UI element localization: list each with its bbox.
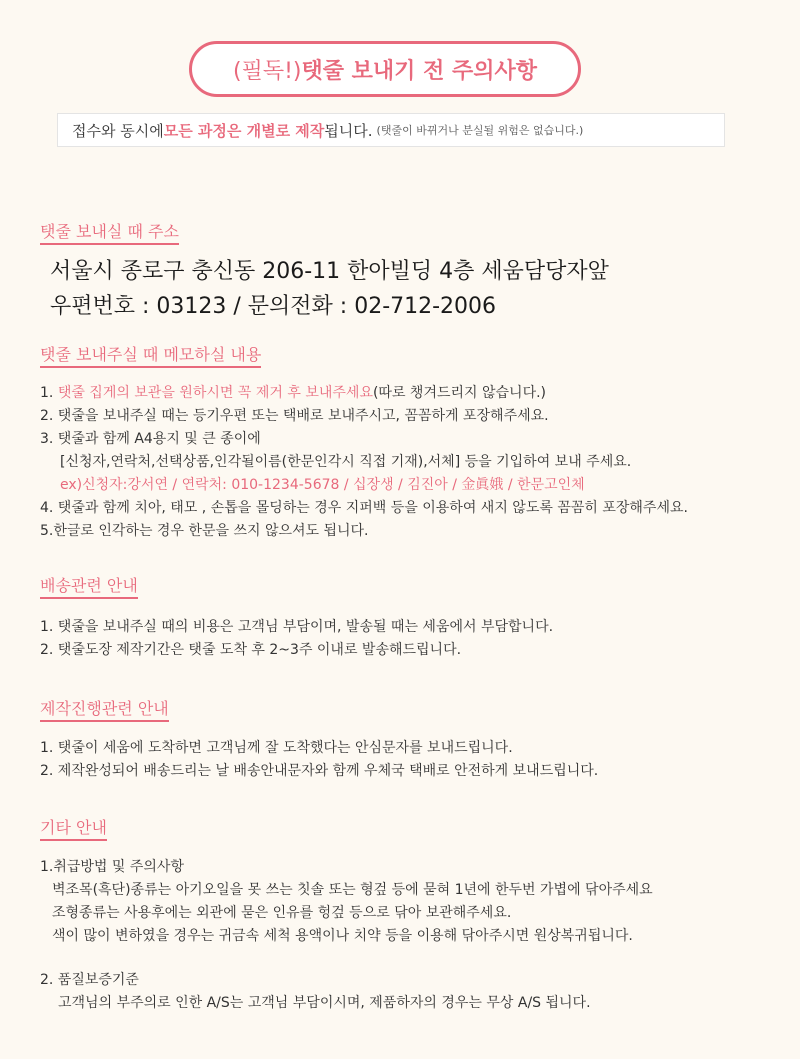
notice-small: (탯줄이 바뀌거나 분실될 위험은 없습니다.) <box>376 124 584 137</box>
shipping-item-1: 1. 탯줄을 보내주실 때의 비용은 고객님 부담이며, 발송될 때는 세움에서 부담합니다. <box>40 619 554 635</box>
title-prefix: (필독!) <box>233 58 302 84</box>
memo-item-5: 5.한글로 인각하는 경우 한문을 쓰지 않으셔도 됩니다. <box>40 523 369 539</box>
address-text: 서울시 종로구 충신동 206-11 한아빌딩 4층 세움담당자앞 <box>50 259 609 284</box>
notice-text-1: 접수와 동시에 <box>72 121 164 140</box>
etc-item-2: 2. 품질보증기준 <box>40 972 139 988</box>
section-title-shipping: 배송관련 안내 <box>40 576 138 599</box>
notice-highlight: 모든 과정은 개별로 제작 <box>163 121 325 140</box>
section-title-progress: 제작진행관련 안내 <box>40 699 169 722</box>
memo-item-1 <box>40 383 546 403</box>
etc-item-1-b: 조형종류는 사용후에는 외관에 묻은 인유를 헝겊 등으로 닦아 보관해주세요. <box>52 905 512 921</box>
memo-item-1-highlight: 탯줄 집게의 보관을 원하시면 꼭 제거 후 보내주세요 <box>57 385 373 401</box>
etc-item-2-a: 고객님의 부주의로 인한 A/S는 고객님 부담이시며, 제품하자의 경우는 무상 A/S 됩니다. <box>58 995 591 1011</box>
etc-item-1: 1.취급방법 및 주의사항 <box>40 859 184 875</box>
section-title-memo: 탯줄 보내주실 때 메모하실 내용 <box>40 345 261 368</box>
memo-item-3: 3. 탯줄과 함께 A4용지 및 큰 종이에 <box>40 431 261 447</box>
etc-item-1-c: 색이 많이 변하였을 경우는 귀금속 세척 용액이나 치약 등을 이용해 닦아주시면 원상복귀됩니다. <box>52 928 633 944</box>
memo-item-1-rest: (따로 챙겨드리지 않습니다.) <box>372 385 547 401</box>
memo-item-3-example: ex)신청자:강서연 / 연락처: 010-1234-5678 / 십장생 / 김진아 / 金眞娥 / 한문고인체 <box>60 477 585 493</box>
notice-box <box>57 113 725 147</box>
memo-item-1-num: 1. <box>40 385 58 401</box>
page-title: 탯줄 보내기 전 주의사항 <box>301 58 537 84</box>
section-title-etc: 기타 안내 <box>40 818 107 841</box>
memo-item-2: 2. 탯줄을 보내주실 때는 등기우편 또는 택배로 보내주시고, 꼼꼼하게 포장해주세요. <box>40 408 549 424</box>
notice-text-2: 됩니다. <box>324 121 373 140</box>
postcode-phone-text: 우편번호 : 03123 / 문의전화 : 02-712-2006 <box>50 294 497 319</box>
etc-item-1-a: 벽조목(흑단)종류는 아기오일을 못 쓰는 칫솔 또는 형겊 등에 묻혀 1년에 한두번 가볍에 닦아주세요 <box>52 882 653 898</box>
memo-item-3-sub: [신청자,연락처,선택상품,인각될이름(한문인각시 직접 기재),서체] 등을 기입하여 보내 주세요. <box>60 454 632 470</box>
progress-item-2: 2. 제작완성되어 배송드리는 날 배송안내문자와 함께 우체국 택배로 안전하게 보내드립니다. <box>40 763 599 779</box>
shipping-item-2: 2. 탯줄도장 제작기간은 탯줄 도착 후 2~3주 이내로 발송해드립니다. <box>40 642 462 658</box>
page-title-badge <box>189 41 581 97</box>
memo-item-4: 4. 탯줄과 함께 치아, 태모 , 손톱을 몰딩하는 경우 지퍼백 등을 이용하여 새지 않도록 꼼꼼히 포장해주세요. <box>40 500 688 516</box>
progress-item-1: 1. 탯줄이 세움에 도착하면 고객님께 잘 도착했다는 안심문자를 보내드립니다. <box>40 740 513 756</box>
section-title-address: 탯줄 보내실 때 주소 <box>40 222 179 245</box>
